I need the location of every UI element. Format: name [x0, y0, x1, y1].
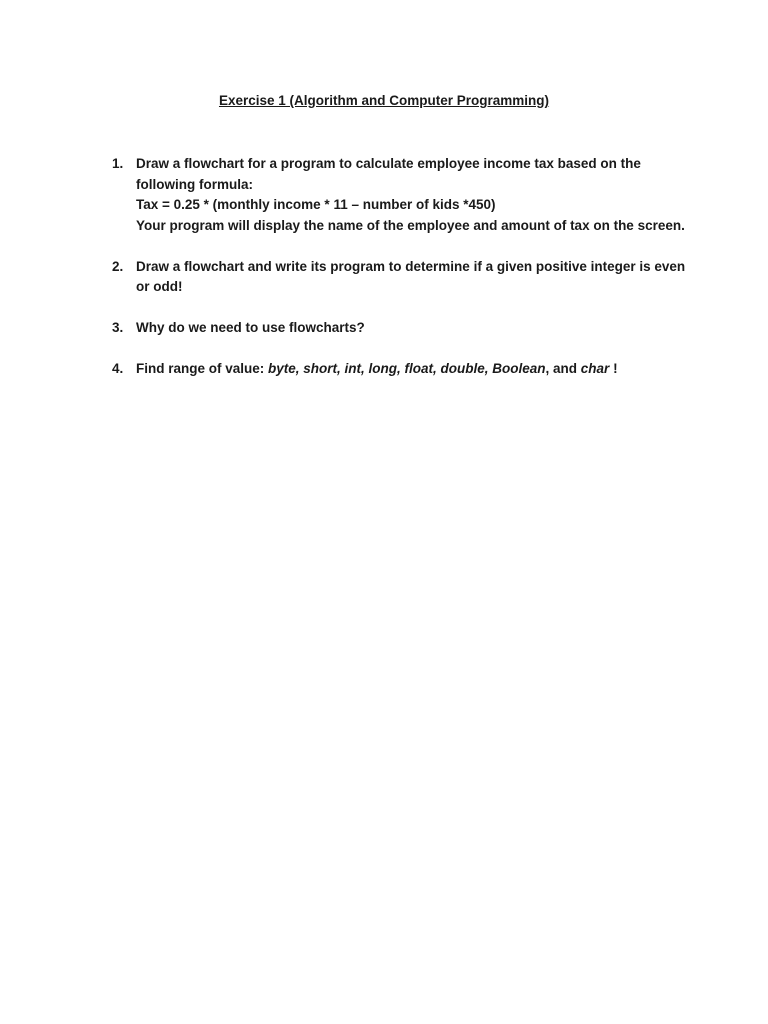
question-item-4: [112, 359, 692, 380]
data-type-list: byte, short, int, long, float, double, Boolean: [268, 361, 546, 376]
question-number: 4.: [112, 361, 124, 376]
question-connector: , and: [545, 361, 581, 376]
question-number: 3.: [112, 320, 124, 335]
question-number: 1.: [112, 156, 124, 171]
question-text: Draw a flowchart for a program to calculate employee income tax based on the following formula:: [136, 156, 641, 192]
question-item-1: [112, 154, 692, 236]
data-type-char: char: [580, 361, 610, 376]
question-number: 2.: [112, 258, 124, 274]
question-prefix: Find range of value:: [136, 361, 269, 376]
question-text: Your program will display the name of the employee and amount of tax on the screen.: [136, 217, 685, 233]
question-text: Draw a flowchart and write its program to determine if a given positive integer is even or odd!: [136, 258, 686, 294]
question-list: [112, 154, 692, 400]
question-suffix: !: [609, 361, 618, 376]
tax-formula: Tax = 0.25 * (monthly income * 11 – number of kids *450): [136, 197, 496, 212]
question-item-2: [112, 257, 692, 298]
question-item-3: [112, 318, 692, 339]
question-text: [136, 359, 692, 380]
page-title: Exercise 1 (Algorithm and Computer Programming): [218, 93, 550, 108]
question-text: Why do we need to use flowcharts?: [136, 320, 365, 335]
